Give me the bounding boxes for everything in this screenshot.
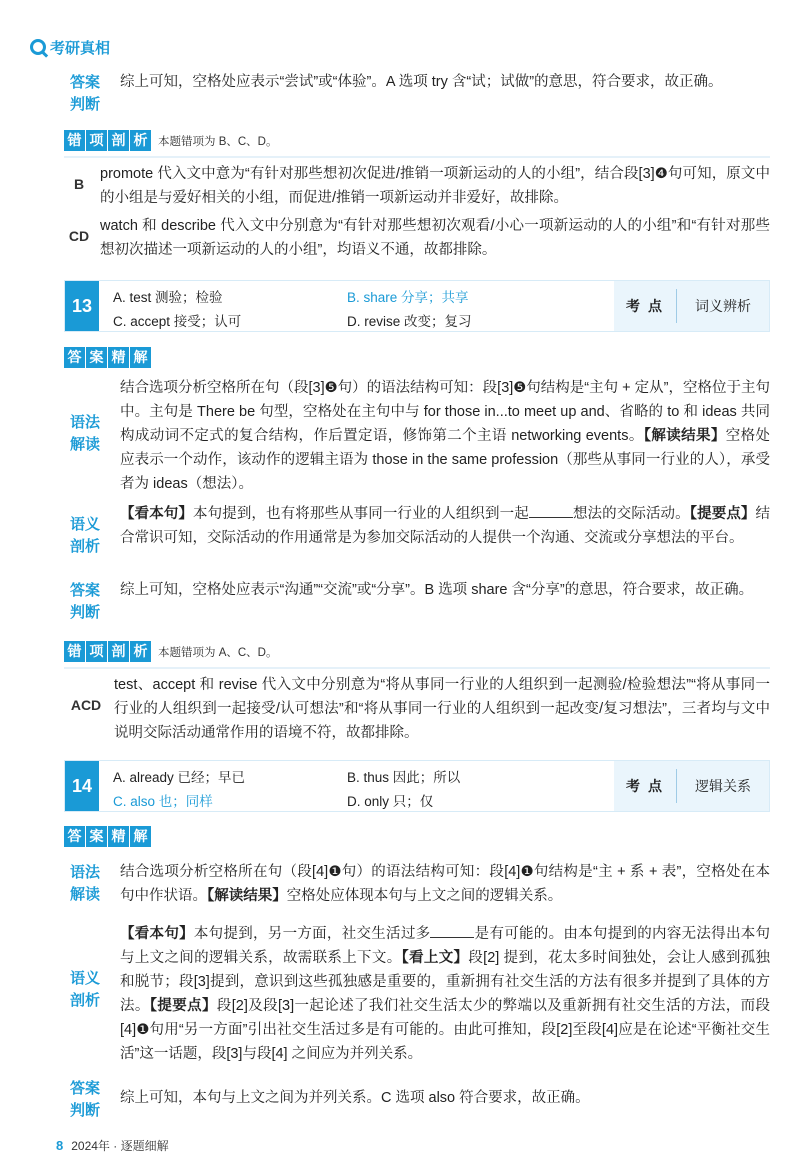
page-footer bbox=[56, 1137, 169, 1154]
semantic-block-13 bbox=[64, 502, 770, 574]
footer-title: 2024年 · 逐题细解 bbox=[71, 1139, 169, 1153]
option-b: B. thus 因此；所以 bbox=[347, 770, 461, 785]
error-tag: CD bbox=[68, 228, 90, 244]
option-a: A. already 已经；早已 bbox=[113, 770, 246, 785]
error-tag: B bbox=[73, 176, 85, 192]
question-number: 14 bbox=[65, 761, 99, 811]
option-b-correct: B. share 分享；共享 bbox=[347, 290, 469, 305]
grammar-text: 结合选项分析空格所在句（段[4]❶句）的语法结构可知：段[4]❶句结构是“主 + 系 + 表”，空格处在本句中作状语。【解读结果】空格处应体现本句与上文之间的逻辑关系。 bbox=[120, 864, 770, 904]
error-analysis-badge: 错 项 剖 析 bbox=[64, 130, 152, 151]
answer-blank bbox=[529, 505, 573, 518]
kaodian-panel bbox=[614, 761, 769, 811]
header-title: 考研真相 bbox=[50, 39, 111, 57]
error-item-acd bbox=[64, 673, 770, 747]
semantic-block-14 bbox=[64, 922, 770, 1068]
answer-analysis-badge: 答 案 精 解 bbox=[64, 826, 152, 847]
page-header bbox=[30, 36, 110, 58]
kaodian-label: 考点 bbox=[626, 298, 670, 314]
grammar-text: 结合选项分析空格所在句（段[3]❺句）的语法结构可知：段[3]❺句结构是“主句 + 定从”，空格位于主句中。主句是 There be 句型，空格处在主句中与 for those in...to meet up and、省略的 to 和 ideas 共同构成动词不定式的复合结构，作后置定语，修饰第二个主语 networking events。【解读结果】空格处应表示一个动作，该动作的逻辑主语为 those in the same profession（那些从事同一行业的人），承受者为 ideas（想法）。 bbox=[120, 380, 771, 492]
page-number: 8 bbox=[56, 1138, 64, 1153]
question-13-box bbox=[64, 280, 770, 332]
divider bbox=[64, 667, 770, 669]
option-c-correct: C. also 也；同样 bbox=[113, 794, 213, 809]
error-text: test、accept 和 revise 代入文中分别意为“将从事同一行业的人组织到一起测验/检验想法”“将从事同一行业的人组织到一起接受/认可想法”和“将从事同一行业的人组织到一起改变/复习想法”，三者均与文中说明交际活动通常作用的语境不符，故都排除。 bbox=[114, 677, 770, 741]
judge-text: 综上可知，本句与上文之间为并列关系。C 选项 also 符合要求，故正确。 bbox=[120, 1090, 590, 1106]
grammar-block-14 bbox=[64, 860, 770, 912]
semantic-label: 语义 剖析 bbox=[69, 516, 100, 555]
grammar-label: 语法 解读 bbox=[69, 864, 100, 903]
kaodian-panel bbox=[614, 281, 769, 331]
error-text: promote 代入文中意为“有针对那些想初次促进/推销一项新运动的人的小组”，结合段[3]❹句可知，原文中的小组是与爱好相关的小组，而促进/推销一项新运动并非爱好，故排除。 bbox=[100, 166, 770, 206]
question-14-box bbox=[64, 760, 770, 812]
semantic-label: 语义 剖析 bbox=[69, 970, 100, 1009]
answer-analysis-head-14 bbox=[64, 826, 152, 847]
grammar-block-13 bbox=[64, 376, 770, 500]
kaodian-label: 考点 bbox=[626, 778, 670, 794]
option-d: D. revise 改变；复习 bbox=[347, 314, 472, 329]
magnifier-icon bbox=[30, 39, 46, 55]
error-analysis-head-1 bbox=[64, 130, 277, 151]
kaodian-value: 逻辑关系 bbox=[695, 778, 751, 794]
divider bbox=[64, 156, 770, 158]
option-a: A. test 测验；检验 bbox=[113, 290, 223, 305]
error-analysis-note: 本题错项为 A、C、D。 bbox=[158, 646, 278, 659]
answer-analysis-badge: 答 案 精 解 bbox=[64, 347, 152, 368]
answer-judge-label: 答案 判断 bbox=[69, 582, 100, 621]
judge-block-14 bbox=[64, 1076, 770, 1124]
error-analysis-note: 本题错项为 B、C、D。 bbox=[158, 135, 278, 148]
error-analysis-head-2 bbox=[64, 641, 277, 662]
judge-text: 综上可知，空格处应表示“沟通”“交流”或“分享”。B 选项 share 含“分享”的意思，符合要求，故正确。 bbox=[120, 582, 754, 598]
semantic-text: 【看本句】本句提到，另一方面，社交生活过多 是有可能的。由本句提到的内容无法得出本句与上文之间的逻辑关系，故需联系上下文。【看上文】段[2] 提到，花太多时间独处，会让人感到孤独和脱节；段[3]提到，意识到这些孤独感是重要的，重新拥有社交生活的方法有很多并提到了具体的方法。【提要点】段[2]及段[3]一起论述了我们社交生活太少的弊端以及重新拥有社交生活的方法，而段[4]❶句用“另一方面”引出社交生活过多是有可能的。由此可推知，段[2]至段[4]应是在论述“平衡社交生活”这一话题，段[3]与段[4] 之间应为并列关系。 bbox=[120, 926, 771, 1062]
kaodian-value: 词义辨析 bbox=[695, 298, 751, 314]
answer-analysis-head-13 bbox=[64, 347, 152, 368]
error-analysis-badge: 错 项 剖 析 bbox=[64, 641, 152, 662]
top-answer-block bbox=[64, 70, 770, 120]
option-d: D. only 只；仅 bbox=[347, 794, 434, 809]
answer-judge-label: 答案 判断 bbox=[69, 74, 100, 113]
judge-block-13 bbox=[64, 578, 770, 628]
error-text: watch 和 describe 代入文中分别意为“有针对那些想初次观看/小心一项新运动的人的小组”和“有针对那些想初次描述一项新运动的人的小组”，均语义不通，故都排除。 bbox=[100, 218, 770, 258]
question-number: 13 bbox=[65, 281, 99, 331]
answer-blank bbox=[430, 925, 474, 938]
answer-judge-label: 答案 判断 bbox=[69, 1080, 100, 1119]
option-c: C. accept 接受；认可 bbox=[113, 314, 242, 329]
error-tag: ACD bbox=[70, 697, 102, 713]
error-item-b bbox=[64, 162, 770, 212]
error-item-cd bbox=[64, 214, 770, 264]
top-answer-text: 综上可知，空格处应表示“尝试”或“体验”。A 选项 try 含“试；试做”的意思，符合要求，故正确。 bbox=[120, 74, 723, 90]
grammar-label: 语法 解读 bbox=[69, 414, 100, 453]
semantic-text: 【看本句】本句提到，也有将那些从事同一行业的人组织到一起 想法的交际活动。【提要点】结合常识可知，交际活动的作用通常是为参加交际活动的人提供一个沟通、交流或分享想法的平台。 bbox=[120, 506, 771, 546]
